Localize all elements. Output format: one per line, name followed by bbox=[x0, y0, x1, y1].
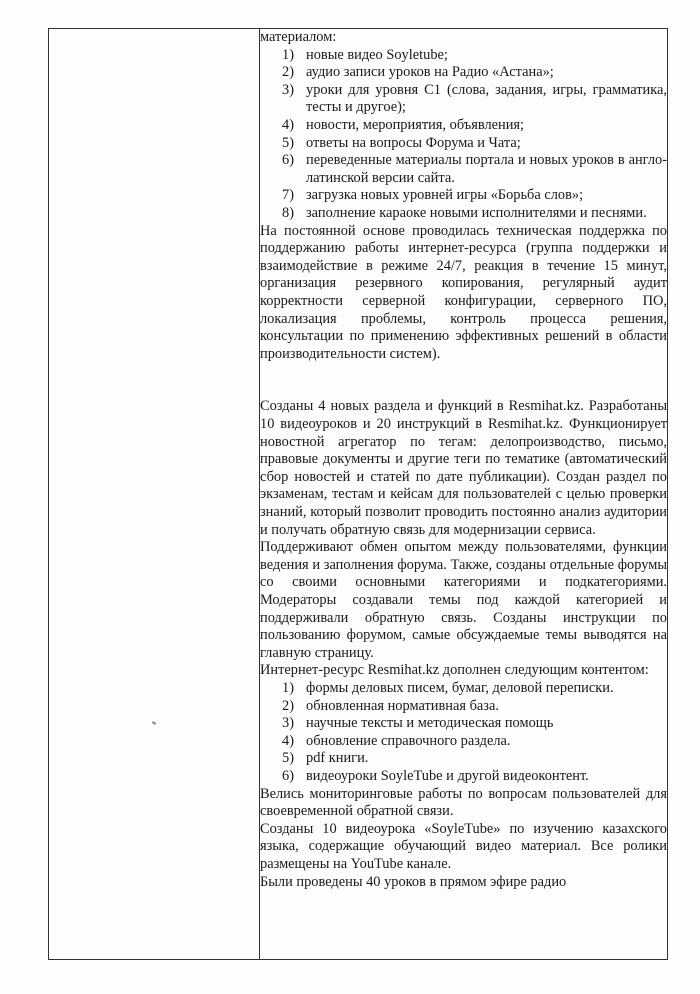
list-item: 2) обновленная нормативная база. bbox=[282, 697, 499, 714]
list-item: 6) переведенные материалы портала и новых уроков в англо-латинской версии сайта. bbox=[282, 152, 667, 186]
video-paragraph: Созданы 10 видеоурока «SoyleTube» по изучению казахского языка, содержащие обучающий видео материал. Все ролики размещены на YouTube канале. bbox=[260, 820, 667, 872]
list-item: 7) загрузка новых уровней игры «Борьба слов»; bbox=[282, 187, 584, 204]
list-item: 4) обновление справочного раздела. bbox=[282, 732, 511, 749]
list-item: 3) научные тексты и методическая помощь bbox=[282, 715, 554, 732]
list-item: 8) заполнение караоке новыми исполнителями и песнями. bbox=[282, 204, 647, 221]
list-item: 2) аудио записи уроков на Радио «Астана»; bbox=[282, 64, 554, 81]
list-item: 6) видеоуроки SoyleTube и другой видеоконтент. bbox=[282, 767, 589, 784]
resmihat-paragraph: Созданы 4 новых раздела и функций в Resmihat.kz. Разработаны 10 видеоуроков и 20 инструкций в Resmihat.kz. Функционирует новостной агрегатор по тегам: делопроизводство, письмо, правовые документы и другие теги по тематике (автоматический сбор новостей и статей по дате публикации). Создан раздел по экзаменам, тестам и кейсам для пользователей с целью проверки знаний, который позволит проводить постоянно анализ аудитории и получать обратную связь для модернизации сервиса. bbox=[260, 398, 667, 538]
right-column-cell bbox=[260, 29, 668, 960]
materials-list bbox=[260, 47, 667, 223]
list-item: 1) новые видео Soyletube; bbox=[282, 46, 448, 63]
left-column-cell bbox=[49, 29, 260, 960]
intro-text: материалом: bbox=[260, 29, 337, 45]
support-paragraph: На постоянной основе проводилась техническая поддержка по поддержанию работы интернет-ресурса (группа поддержки и взаимодействие в режиме 24/7, реакция в течение 15 минут, организация резервного копирования, регулярный аудит корректности серверной конфигурации, серверного ПО, локализация проблемы, контроль процесса решения, консультации по применению эффективных решений в области производительности систем). bbox=[260, 222, 667, 362]
monitoring-paragraph: Велись мониторинговые работы по вопросам пользователей для своевременной обратной связи. bbox=[260, 785, 667, 820]
list-item: 5) ответы на вопросы Форума и Чата; bbox=[282, 134, 521, 151]
list-item: 1) формы деловых писем, бумаг, деловой переписки. bbox=[282, 679, 614, 696]
radio-paragraph: Были проведены 40 уроков в прямом эфире радио bbox=[260, 873, 567, 890]
list-item: 3) уроки для уровня С1 (слова, задания, игры, грамматика, тесты и другое); bbox=[282, 81, 667, 116]
forum-paragraph: Поддерживают обмен опытом между пользователями, функции ведения и заполнения форума. Также, созданы отдельные форумы со своими основными категориями и подкатегориями. Модераторы создавали темы под каждой категорией и поддерживали обратную связь. Созданы инструкции по пользованию форумом, самые обсуждаемые темы выводятся на главную страницу. bbox=[260, 539, 667, 661]
list-item: 4) новости, мероприятия, объявления; bbox=[282, 116, 525, 133]
list-item: 5) pdf книги. bbox=[282, 750, 369, 767]
content-list bbox=[260, 680, 667, 786]
document-table bbox=[48, 28, 668, 960]
content-paragraph: Интернет-ресурс Resmihat.kz дополнен следующим контентом: bbox=[260, 662, 649, 679]
